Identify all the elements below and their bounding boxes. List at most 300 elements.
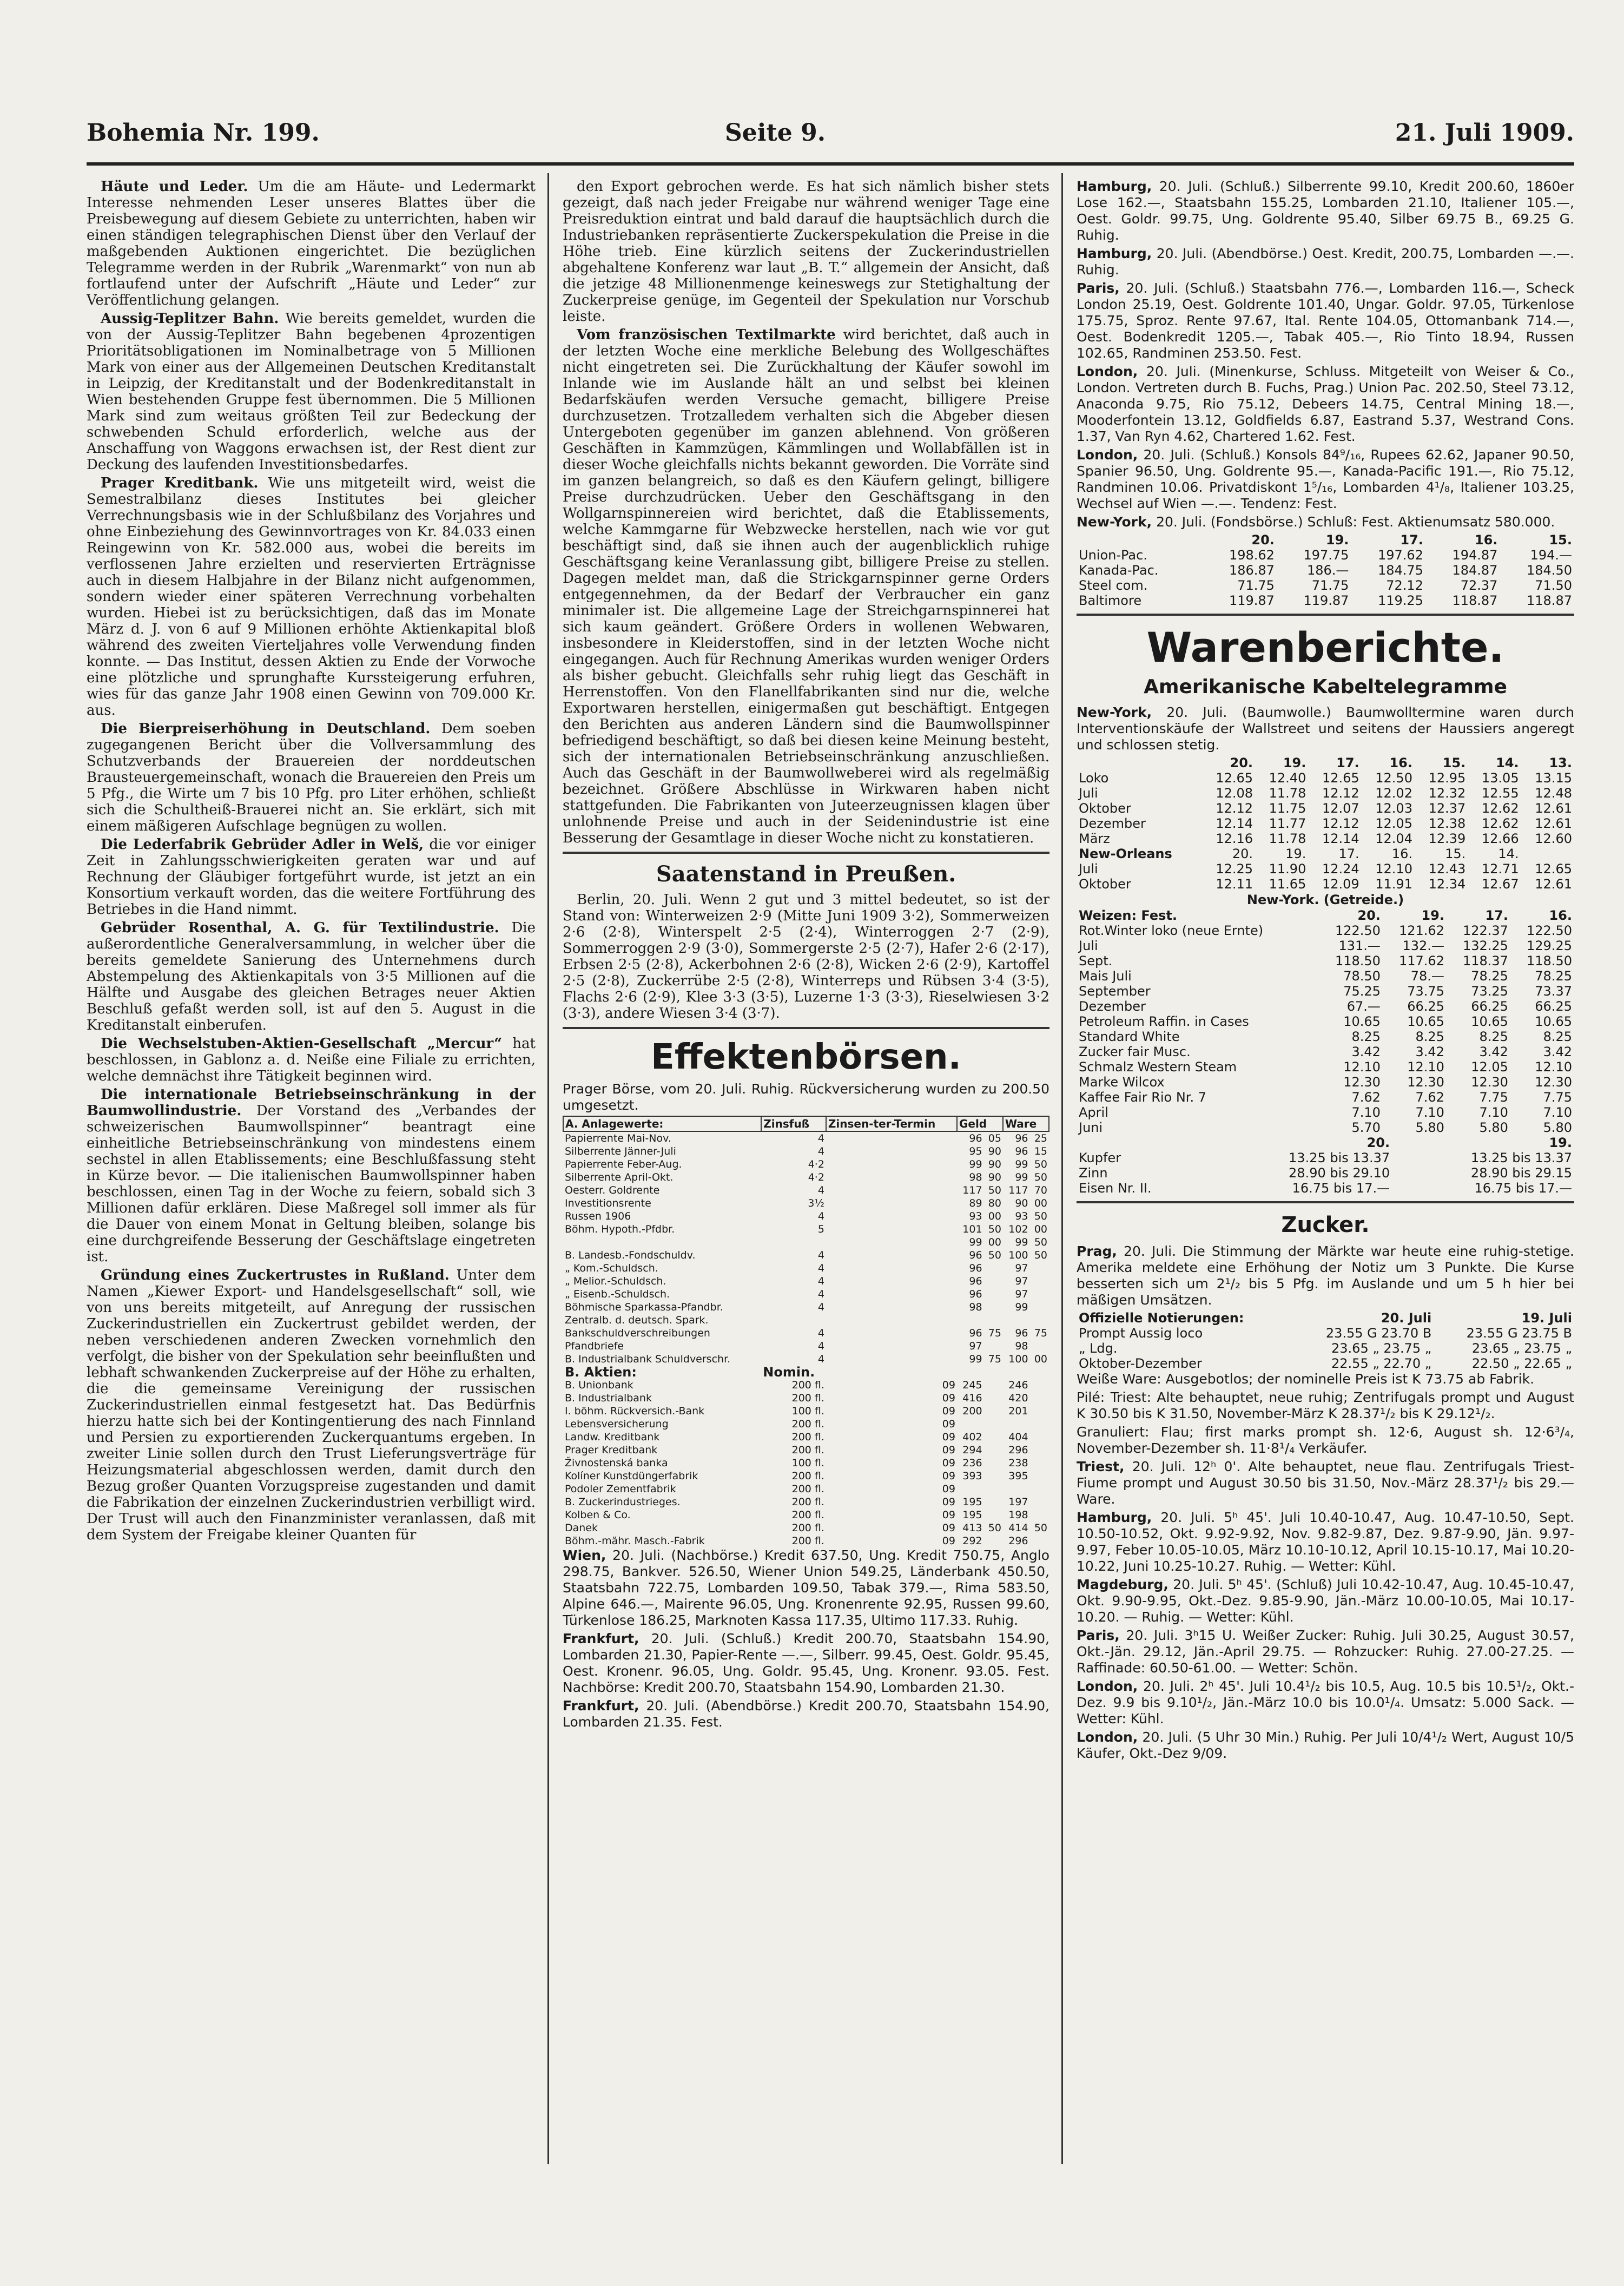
exchange-report-text: 20. Juli. (Minenkurse, Schluss. Mitgeteilt von Weiser & Co., London. Vertreten durch B. Fuchs, Prag.) Union Pac. 202.50, Steel 73.12, Anaconda 9.75, Rio 75.12, Debeers 14.75, Central Mining 18.—, Mooderfontein 13.12, Goldfields 6.87, Eastrand 5.37, Westrand Cons. 1.37, Van Ryn 4.62, Chartered 1.62. Fest. — [1077, 364, 1574, 444]
cotton-col-head: 20. — [1230, 755, 1253, 770]
no-row-cell: 12.61 — [1535, 877, 1572, 892]
ny-row — [1077, 563, 1574, 578]
notiz-col-head: 19. Juli — [1521, 1310, 1572, 1326]
stock-row-cell: 09 — [942, 1483, 955, 1495]
grain-row — [1077, 1090, 1574, 1105]
ny-row-cell: 184.75 — [1377, 563, 1423, 578]
grain-row-cell: 78.— — [1410, 969, 1444, 984]
grain-col-head: 20. — [1357, 908, 1381, 923]
stock-row-cell — [984, 1496, 1003, 1508]
stock-row-cell: 200 fl. — [791, 1535, 824, 1547]
grain-row-cell: 122.50 — [1335, 923, 1381, 938]
bond-row-cell — [563, 1236, 761, 1249]
news-item-text: Wie bereits gemeldet, wurden die von der Aussig-Teplitzer Bahn begebenen 4prozentigen Prioritätsobligationen im Nominalbetrage von 5 Millionen Mark von einer aus der Allgemeinen Deutschen Kreditanstalt in Leipzig, der Kreditanstalt und der Bodenkreditanstalt in Wien bestehenden Gruppe fest übernommen. Die 5 Millionen Mark sind zum weitaus größten Teil zur Bedeckung der schwebenden Schuld erforderlich, welche aus der Anschaffung von Waggons erwachsen ist, der Rest dient zur Deckung des laufenden Investitionsbedarfes. — [87, 311, 536, 473]
grain-row-cell: 122.50 — [1527, 923, 1572, 938]
stock-row-cell: I. böhm. Rückversich.-Bank — [565, 1405, 705, 1417]
exchange-report-heading: New-York, — [1077, 514, 1152, 530]
metal-row-cell: 13.25 bis 13.37 — [1289, 1150, 1390, 1165]
notiz-row — [1077, 1326, 1574, 1341]
no-col-head: 20. — [1232, 846, 1253, 861]
bond-row-cell: 00 — [988, 1210, 1001, 1222]
bond-row — [563, 1171, 1049, 1184]
bond-row-cell: 90 — [988, 1171, 1001, 1183]
bond-row — [563, 1262, 1049, 1275]
stock-row-cell: 393 — [962, 1470, 982, 1482]
stock-row-cell: 296 — [1008, 1444, 1028, 1456]
stock-row-cell: 296 — [1008, 1535, 1028, 1547]
cotton-row-cell: 11.78 — [1269, 786, 1306, 801]
sugar-report-heading: Magdeburg, — [1077, 1577, 1169, 1592]
cotton-row-cell: 12.04 — [1375, 831, 1412, 846]
notiz-row-cell: 22.55 „ 22.70 „ — [1331, 1356, 1432, 1371]
stock-row-cell: 09 — [942, 1509, 955, 1521]
grain-row — [1077, 999, 1574, 1014]
stock-row-cell: Böhm.-mähr. Masch.-Fabrik — [565, 1535, 705, 1547]
stock-row-cell: 50 — [988, 1522, 1001, 1534]
grain-row-cell: 8.25 — [1543, 1029, 1572, 1044]
news-item-heading: Vom französischen Textilmarkte — [577, 327, 836, 343]
cotton-row — [1077, 831, 1574, 846]
stock-row-cell: 200 fl. — [791, 1418, 824, 1430]
stock-row-cell: 100 fl. — [791, 1457, 824, 1469]
stock-row-cell — [1030, 1444, 1049, 1457]
bond-row-cell: 4 — [817, 1275, 824, 1287]
news-item-heading: Die Bierpreiserhöhung in Deutschland. — [101, 721, 431, 737]
bond-row-cell: Investitionsrente — [565, 1197, 651, 1209]
stock-row-cell — [1030, 1405, 1049, 1418]
bond-row-cell: 00 — [1034, 1353, 1047, 1365]
cotton-col-head: 16. — [1389, 755, 1412, 770]
notiz-row-cell: Prompt Aussig loco — [1079, 1326, 1203, 1341]
bond-row — [563, 1340, 1049, 1353]
saatenstand-text: Berlin, 20. Juli. Wenn 2 gut und 3 mittel bedeutet, so ist der Stand von: Winterweizen 2·9 (Mitte Juni 1909 3·2), Sommerweizen 2·6 (2·8), Winterspelt 2·5 (2·4), Winterroggen 2·7 (2·9), Sommerroggen 2·9 (3·0), Sommergerste 2·5 (2·7), Hafer 2·6 (2·17), Erbsen 2·5 (2·8), Ackerbohnen 2·6 (2·8), Wicken 2·6 (2·9), Kartoffel 2·5 (2·8), Zuckerrübe 2·5 (2·8), Winterreps und Rübsen 3·4 (3·5), Flachs 2·6 (2·9), Klee 3·3 (3·5), Luzerne 1·3 (3·3), Rieselwiesen 3·2 (3·3), andere Wiesen 3·4 (3·7). — [563, 892, 1049, 1022]
ny-row-cell: 72.12 — [1386, 578, 1423, 593]
ny-row-cell: 186.— — [1306, 563, 1349, 578]
zucker-title: Zucker. — [1281, 1213, 1370, 1237]
news-item-text: Die außerordentliche Generalversammlung, in welcher über die bereits gemeldete Sanierung des Unternehmens durch Abstempelung des Aktienkapitals von 3·5 Millionen auf die Hälfte und Ausgabe des gleichen Betrages neuer Aktien Beschluß gefaßt werden soll, ist auf den 5. August in die Kreditanstalt einberufen. — [87, 920, 536, 1033]
cotton-row-cell: 12.12 — [1216, 801, 1253, 816]
news-item — [87, 311, 536, 473]
grain-row-cell: 132.25 — [1462, 938, 1508, 953]
column-divider — [1061, 173, 1063, 2164]
bond-row-cell: 96 — [969, 1288, 982, 1300]
col-head-zinsfuss: Zinsfuß — [761, 1116, 826, 1131]
bond-row-cell — [826, 1353, 957, 1366]
sugar-report-text: 20. Juli. 2ʰ 45'. Juli 10.4¹/₂ bis 10.5, Aug. 10.5 bis 10.5¹/₂, Okt.-Dez. 9.9 bis 9.10¹/₂, Jän.-März 10.0 bis 10.0¹/₄. Umsatz: 5.000 Sack. — Wetter: Kühl. — [1077, 1678, 1574, 1727]
bond-row-cell: 99 — [969, 1236, 982, 1248]
bond-row-cell: 96 — [969, 1327, 982, 1339]
metal-row-cell: 28.90 bis 29.15 — [1470, 1165, 1572, 1181]
stock-row-cell: 100 fl. — [791, 1405, 824, 1417]
saatenstand-title: Saatenstand in Preußen. — [656, 861, 956, 887]
news-item — [87, 920, 536, 1033]
pile: Pilé: Triest: Alte behauptet, neue ruhig; Zentrifugals prompt und August K 30.50 bis K 31.50, November-März K 28.37¹/₂ bis K 29.12¹/₂. — [1077, 1389, 1574, 1421]
no-row — [1077, 877, 1574, 892]
ny-row-cell: 197.62 — [1377, 548, 1423, 563]
sugar-report-heading: London, — [1077, 1729, 1138, 1745]
grain-row-cell: 7.75 — [1479, 1090, 1508, 1105]
sugar-reports — [1077, 1459, 1574, 1762]
grain-col-head: Weizen: Fest. — [1079, 908, 1177, 923]
ny-row-cell: 71.75 — [1311, 578, 1349, 593]
cotton-row-cell: 12.37 — [1428, 801, 1466, 816]
exchange-report-heading: Hamburg, — [1077, 246, 1152, 261]
exchange-report-text: 20. Juli. (Abendbörse.) Kredit 200.70, Staatsbahn 154.90, Lombarden 21.35. Fest. — [563, 1698, 1049, 1730]
stock-row-cell: 420 — [1008, 1392, 1028, 1404]
ny-row-cell: Steel com. — [1079, 578, 1148, 593]
stock-row-cell: 200 fl. — [791, 1483, 824, 1495]
bond-row-cell: 96 — [969, 1262, 982, 1274]
grain-row-cell: 78.25 — [1471, 969, 1508, 984]
bond-row-cell — [826, 1314, 957, 1327]
stock-row-cell: 200 fl. — [791, 1496, 824, 1508]
stock-row-cell: Danek — [565, 1522, 598, 1534]
no-row-cell: 12.34 — [1428, 877, 1466, 892]
stock-row-cell: B. Unionbank — [565, 1379, 633, 1391]
notiz-row-cell: „ Ldg. — [1079, 1341, 1118, 1356]
stock-row-cell: 195 — [962, 1496, 982, 1508]
no-row — [1077, 861, 1574, 877]
grain-row-cell: 117.62 — [1398, 953, 1444, 969]
stock-row-cell: 414 — [1008, 1522, 1028, 1534]
news-item — [87, 1086, 536, 1265]
bond-row-cell: 95 — [969, 1145, 982, 1157]
grain-row-cell: 118.50 — [1335, 953, 1381, 969]
cotton-row — [1077, 816, 1574, 831]
grain-row-cell: Juni — [1079, 1120, 1103, 1135]
grain-row-cell: 5.70 — [1351, 1120, 1381, 1135]
metal-row — [1077, 1165, 1574, 1181]
bond-row-cell: 15 — [1034, 1145, 1047, 1157]
stock-row-cell — [984, 1508, 1003, 1521]
no-row-cell: 12.11 — [1216, 877, 1253, 892]
grain-row-cell: 7.10 — [1351, 1105, 1381, 1120]
exchange-report-text: 20. Juli. (Nachbörse.) Kredit 637.50, Ung. Kredit 750.75, Anglo 298.75, Bankver. 526.50, Wiener Union 549.25, Länderbank 450.50, Staatsbahn 722.75, Lombarden 109.50, Tabak 379.—, Rima 583.50, Alpine 646.—, Mairente 96.05, Ung. Kronenrente 92.95, Russen 99.60, Türkenlose 186.25, Marknoten Kassa 117.35, Ultimo 117.33. Ruhig. — [563, 1547, 1049, 1628]
bond-row-cell: 97 — [969, 1340, 982, 1352]
news-item-text: den Export gebrochen werde. Es hat sich nämlich bisher stets gezeigt, daß nach jeder Freigabe nur während weniger Tage eine Preisreduktion eintrat und bald darauf die hauptsächlich durch die Industriebanken repräsentierte Zuckerspekulation die Preise in die Höhe trieb. Eine kürzlich seitens der Zuckerindustriellen abgehaltene Konferenz war laut „B. T.“ allgemein der Ansicht, daß die jetzige 48 Millionenmenge keineswegs zur Stetighaltung der Zuckerpreise genüge, im Gegenteil der Spekulation nur Vorschub leiste. — [563, 179, 1049, 325]
metal-row-cell: 28.90 bis 29.10 — [1289, 1165, 1390, 1181]
news-item-text: Dem soeben zugegangenen Bericht über die Vollversammlung des Schutzverbands der Brauereien der norddeutschen Brausteuergemeinschaft, wonach die Brauereien den Preis um 5 Pfg., die Wirte um 7 bis 10 Pfg. pro Liter erhöhen, schließt sich die Schultheiß-Brauerei nicht an. Sie erklärt, sich mit einem mäßigeren Aufschlage begnügen zu wollen. — [87, 721, 536, 834]
stock-row-cell: 246 — [1008, 1379, 1028, 1391]
news-item-text: Um die am Häute- und Ledermarkt Interesse nehmenden Leser unseres Blattes über die Preisbewegung auf diesem Gebiete zu unterrichten, haben wir einen ständigen telegraphischen Dienst über den Verlauf der maßgebenden Auktionen eingerichtet. Die bezüglichen Telegramme werden in der Rubrik „Warenmarkt“ von nun ab fortlaufend unter der Aufschrift „Häute und Leder“ zur Veröffentlichung gelangen. — [87, 179, 536, 308]
bond-row-cell — [826, 1288, 957, 1301]
bond-row-cell: 50 — [1034, 1171, 1047, 1183]
grain-row — [1077, 984, 1574, 999]
stock-row-cell: 200 fl. — [791, 1522, 824, 1534]
exchange-report-text: 20. Juli. (Schluß.) Kredit 200.70, Staatsbahn 154.90, Lombarden 21.30, Papier-Rente —.—, Silberr. 99.45, Oest. Goldr. 95.45, Oest. Kronenr. 96.05, Ung. Goldr. 95.45, Ung. Kronenr. 93.05. Fest. Nachbörse: Kredit 200.70, Staatsbahn 154.90, Lombarden 21.30. — [563, 1631, 1049, 1695]
bond-row-cell: 117 — [1008, 1184, 1028, 1196]
grain-row-cell: 12.05 — [1471, 1059, 1508, 1075]
grain-row-cell: 73.75 — [1407, 984, 1444, 999]
ny-cotton-report: New-York, 20. Juli. (Baumwolle.) Baumwolltermine waren durch Interventionskäufe der Wallstreet und seitens der Haussiers angeregt und schlossen stetig. — [1077, 704, 1574, 753]
stock-row — [563, 1521, 1049, 1534]
cotton-row-cell: 12.61 — [1535, 816, 1572, 831]
ny-row-cell: 119.87 — [1303, 593, 1349, 608]
grain-row-cell: Petroleum Raffin. in Cases — [1079, 1014, 1249, 1029]
bond-row-cell: 4·2 — [808, 1171, 824, 1183]
bond-row-cell: 96 — [1015, 1145, 1028, 1157]
stock-row-cell: 236 — [962, 1457, 982, 1469]
bond-row — [563, 1236, 1049, 1249]
stock-row-cell — [1030, 1418, 1049, 1431]
news-item-text: die vor einiger Zeit in Zahlungsschwierigkeiten geraten war und auf Rechnung der Gläubiger fortgeführt wurde, ist jetzt an ein Konsortium verkauft worden, das die weitere Fortführung des Betriebes in die Hand nimmt. — [87, 836, 536, 918]
grain-row-cell: 7.10 — [1543, 1105, 1572, 1120]
grain-row-cell: 5.80 — [1543, 1120, 1572, 1135]
ny-row-cell: 119.25 — [1377, 593, 1423, 608]
cotton-row-cell: Oktober — [1079, 801, 1131, 816]
cotton-row-cell: 12.60 — [1535, 831, 1572, 846]
bond-row-cell — [826, 1223, 957, 1236]
stock-row-cell: 09 — [942, 1379, 955, 1391]
stock-row-cell: 09 — [942, 1535, 955, 1547]
bond-row-cell: Böhmische Sparkassa-Pfandbr. — [565, 1301, 723, 1313]
bond-row-cell — [826, 1131, 957, 1145]
bond-row-cell: 90 — [988, 1158, 1001, 1170]
stock-row-cell — [984, 1457, 1003, 1470]
cotton-row-cell: Juli — [1079, 786, 1098, 801]
grain-row — [1077, 953, 1574, 969]
stock-row-cell: 402 — [962, 1431, 982, 1443]
stock-row-cell — [1030, 1496, 1049, 1508]
bond-row-cell: 96 — [969, 1249, 982, 1261]
bond-row-cell: 75 — [988, 1327, 1001, 1339]
stock-row-cell: 50 — [1034, 1522, 1047, 1534]
metal-col-head: 19. — [1549, 1135, 1572, 1150]
grain-row-cell: 5.80 — [1415, 1120, 1444, 1135]
bond-row-cell — [761, 1314, 826, 1327]
stock-row-cell: Kolíner Kunstdüngerfabrik — [565, 1470, 698, 1482]
bond-row-cell: Böhm. Hypoth.-Pfdbr. — [565, 1223, 675, 1235]
sugar-report-heading: Paris, — [1077, 1628, 1120, 1643]
column-divider — [547, 173, 549, 2164]
exchange-report — [1077, 447, 1574, 512]
no-row-cell: 12.09 — [1322, 877, 1359, 892]
metal-row — [1077, 1150, 1574, 1165]
section-rule — [1077, 614, 1574, 616]
stock-row — [563, 1470, 1049, 1483]
granuliert: Granuliert: Flau; first marks prompt sh. 12·6, August sh. 12·6³/₄, November-Dezember sh. 11·8¹/₄ Verkäufer. — [1077, 1424, 1574, 1456]
header-page-number: Seite 9. — [725, 119, 826, 147]
stock-row-cell: 09 — [942, 1522, 955, 1534]
stock-row — [563, 1379, 1049, 1392]
bond-row-cell: Papierrente Feber-Aug. — [565, 1158, 682, 1170]
bond-row-cell: 00 — [1034, 1197, 1047, 1209]
cotton-row-cell: 11.77 — [1269, 816, 1306, 831]
bond-row-cell: 4 — [817, 1132, 824, 1144]
grain-row-cell: 3.42 — [1543, 1044, 1572, 1059]
cotton-row-cell: Loko — [1079, 770, 1109, 786]
grain-row — [1077, 938, 1574, 953]
section-rule — [1077, 1201, 1574, 1203]
grain-row-cell: 12.10 — [1407, 1059, 1444, 1075]
bond-row-cell: 25 — [1034, 1132, 1047, 1144]
no-row-cell: 12.43 — [1428, 861, 1466, 877]
bond-row-cell — [984, 1275, 1003, 1288]
cotton-col-head: 13. — [1549, 755, 1572, 770]
bond-row-cell: 98 — [1015, 1340, 1028, 1352]
ny-row-cell: Kanada-Pac. — [1079, 563, 1159, 578]
bond-row-cell: 4 — [817, 1340, 824, 1352]
grain-row-cell: 73.37 — [1535, 984, 1572, 999]
column-2 — [563, 179, 1049, 2159]
grain-row — [1077, 1014, 1574, 1029]
stock-row-cell — [1003, 1483, 1030, 1496]
bond-row-cell: 100 — [1008, 1353, 1028, 1365]
stock-row-cell: 294 — [962, 1444, 982, 1456]
sugar-report — [1077, 1577, 1574, 1625]
stock-row-cell — [1030, 1379, 1049, 1392]
header-date: 21. Juli 1909. — [1395, 119, 1574, 147]
exchange-report-heading: London, — [1077, 364, 1138, 379]
bond-row-cell — [984, 1288, 1003, 1301]
bond-row-cell: 100 — [1008, 1249, 1028, 1261]
bond-row-cell: 75 — [988, 1353, 1001, 1365]
grain-row-cell: 12.30 — [1343, 1075, 1381, 1090]
news-item-heading: Häute und Leder. — [101, 179, 248, 195]
bond-row-cell: 4 — [817, 1249, 824, 1261]
header-rule — [87, 162, 1574, 166]
col-head-geld: Geld — [957, 1116, 1003, 1131]
bond-row — [563, 1131, 1049, 1145]
grain-row-cell: 12.30 — [1535, 1075, 1572, 1090]
ny-row-cell: 194.— — [1530, 548, 1572, 563]
ny-row-cell: Baltimore — [1079, 593, 1142, 608]
ny-row-cell: 194.87 — [1452, 548, 1498, 563]
exchange-report-heading: Frankfurt, — [563, 1698, 639, 1714]
bond-row-cell: 99 — [1015, 1301, 1028, 1313]
effekten-intro: Prager Börse, vom 20. Juli. Ruhig. Rückversicherung wurden zu 200.50 umgesetzt. — [563, 1081, 1049, 1113]
grain-row-cell: Mais Juli — [1079, 969, 1132, 984]
stock-row-cell: Landw. Kreditbank — [565, 1431, 660, 1443]
ny-row-cell: 184.87 — [1452, 563, 1498, 578]
bond-row-cell — [1030, 1301, 1049, 1314]
stock-row-cell: 200 fl. — [791, 1444, 824, 1456]
bond-row — [563, 1197, 1049, 1210]
grain-row-cell: Zucker fair Musc. — [1079, 1044, 1191, 1059]
bond-row-cell: 4 — [817, 1353, 824, 1365]
exchange-report — [1077, 179, 1574, 243]
cotton-row-cell: 12.50 — [1375, 770, 1412, 786]
stock-row — [563, 1444, 1049, 1457]
ny-row-cell: 118.87 — [1527, 593, 1572, 608]
metal-table — [1077, 1135, 1574, 1196]
no-col-head: 14. — [1498, 846, 1519, 861]
cotton-row-cell: 12.65 — [1322, 770, 1359, 786]
grain-row-cell: 7.62 — [1351, 1090, 1381, 1105]
cotton-row-cell: 12.61 — [1535, 801, 1572, 816]
stock-row-cell — [984, 1431, 1003, 1444]
stock-row-cell — [984, 1392, 1003, 1405]
exchange-report-text: 20. Juli. (Schluß.) Staatsbahn 776.—, Lombarden 116.—, Scheck London 25.19, Oest. Goldrente 101.40, Ungar. Goldr. 97.05, Türkenlose 175.75, Sproz. Rente 97.67, Ital. Rente 104.05, Ottomanbank 714.—, Oest. Bodenkredit 1205.—, Tabak 405.—, Rio Tinto 18.94, Russen 102.65, Randminen 253.50. Fest. — [1077, 280, 1574, 361]
page-header — [87, 119, 1574, 157]
exchange-report — [563, 1698, 1049, 1730]
sugar-report-heading: Hamburg, — [1077, 1510, 1152, 1525]
bond-row — [563, 1275, 1049, 1288]
bond-row-cell: 80 — [988, 1197, 1001, 1209]
cotton-row-cell: Dezember — [1079, 816, 1146, 831]
grain-row — [1077, 1029, 1574, 1044]
ny-col-head: 15. — [1549, 532, 1572, 548]
metal-row-cell: Eisen Nr. II. — [1079, 1181, 1152, 1196]
no-col-head: 17. — [1338, 846, 1359, 861]
bond-row-cell: „ Melior.-Schuldsch. — [565, 1275, 666, 1287]
no-row-cell: 12.25 — [1216, 861, 1253, 877]
bond-row-cell: 00 — [988, 1236, 1001, 1248]
ny-row-cell: 186.87 — [1229, 563, 1275, 578]
news-item — [87, 836, 536, 918]
stock-row-cell — [1030, 1483, 1049, 1496]
stock-row-cell — [1030, 1431, 1049, 1444]
grain-row-cell: 10.65 — [1471, 1014, 1508, 1029]
cotton-row-cell: 12.55 — [1481, 786, 1519, 801]
grain-row-cell: 10.65 — [1407, 1014, 1444, 1029]
bond-row-cell: 4 — [817, 1210, 824, 1222]
bond-row — [563, 1327, 1049, 1340]
grain-row-cell: 8.25 — [1415, 1029, 1444, 1044]
cotton-row-cell: 12.02 — [1375, 786, 1412, 801]
stock-row-cell — [1030, 1392, 1049, 1405]
bond-row-cell: 96 — [969, 1275, 982, 1287]
grain-row-cell: 7.62 — [1415, 1090, 1444, 1105]
col-head-anlagewerte: A. Anlagewerte: — [563, 1116, 761, 1131]
bond-row-cell: 93 — [969, 1210, 982, 1222]
grain-row — [1077, 1120, 1574, 1135]
sugar-report-text: 20. Juli. 3ʰ15 U. Weißer Zucker: Ruhig. Juli 30.25, August 30.57, Okt.-Jän. 29.12, Jän.-April 29.75. — Rohzucker: Ruhig. 27.00-27.25. — Raffinade: 60.50-61.00. — Wetter: Schön. — [1077, 1628, 1574, 1676]
bond-row-cell: 50 — [1034, 1236, 1047, 1248]
metal-row — [1077, 1181, 1574, 1196]
stock-row-cell: 09 — [942, 1392, 955, 1404]
cotton-col-head: 14. — [1496, 755, 1519, 770]
bond-row-cell — [826, 1171, 957, 1184]
bond-row-cell: 96 — [1015, 1327, 1028, 1339]
cotton-row-cell: 12.12 — [1322, 816, 1359, 831]
bond-row-cell: Russen 1906 — [565, 1210, 631, 1222]
bond-row-cell: 4 — [817, 1145, 824, 1157]
cotton-row-cell: 12.66 — [1481, 831, 1519, 846]
sugar-report-text: 20. Juli. 5ʰ 45'. (Schluß) Juli 10.42-10.47, Aug. 10.45-10.47, Okt. 9.90-9.95, Okt.-Dez. 9.85-9.90, Jän.-März 10.00-10.05, Mai 10.17-10.20. — Ruhig. — Wetter: Kühl. — [1077, 1577, 1574, 1625]
bond-row-cell — [1030, 1262, 1049, 1275]
ny-row-cell: 72.37 — [1460, 578, 1498, 593]
effekten-title: Effektenbörsen. — [651, 1037, 961, 1077]
bond-row — [563, 1249, 1049, 1262]
grain-row-cell: 118.37 — [1462, 953, 1508, 969]
notiz-row-cell: 23.65 „ 23.75 „ — [1331, 1341, 1432, 1356]
bond-row-cell: 50 — [988, 1223, 1001, 1235]
bond-row-cell: 5 — [817, 1223, 824, 1235]
grain-row-cell: 8.25 — [1351, 1029, 1381, 1044]
grain-row — [1077, 1044, 1574, 1059]
stock-row-cell — [984, 1418, 1003, 1431]
stock-row-cell — [957, 1483, 984, 1496]
stock-row-cell: 09 — [942, 1418, 955, 1430]
grain-row-cell: 132.— — [1402, 938, 1444, 953]
col-head-ware: Ware — [1003, 1116, 1049, 1131]
exchange-report — [1077, 280, 1574, 361]
sugar-quotes-table — [1077, 1310, 1574, 1371]
notiz-col-head: 20. Juli — [1381, 1310, 1432, 1326]
grain-row-cell: 12.30 — [1407, 1075, 1444, 1090]
cotton-row-cell: 12.16 — [1216, 831, 1253, 846]
grain-row-cell: Schmalz Western Steam — [1079, 1059, 1237, 1075]
no-row-cell: 12.65 — [1535, 861, 1572, 877]
stock-row-cell: 195 — [962, 1509, 982, 1521]
grain-row-cell: Kaffee Fair Rio Nr. 7 — [1079, 1090, 1206, 1105]
stock-row-cell: 292 — [962, 1535, 982, 1547]
grain-row-cell: 78.50 — [1343, 969, 1381, 984]
grain-row-cell: 12.10 — [1343, 1059, 1381, 1075]
stock-row-cell — [957, 1418, 984, 1431]
grain-row-cell: 10.65 — [1535, 1014, 1572, 1029]
